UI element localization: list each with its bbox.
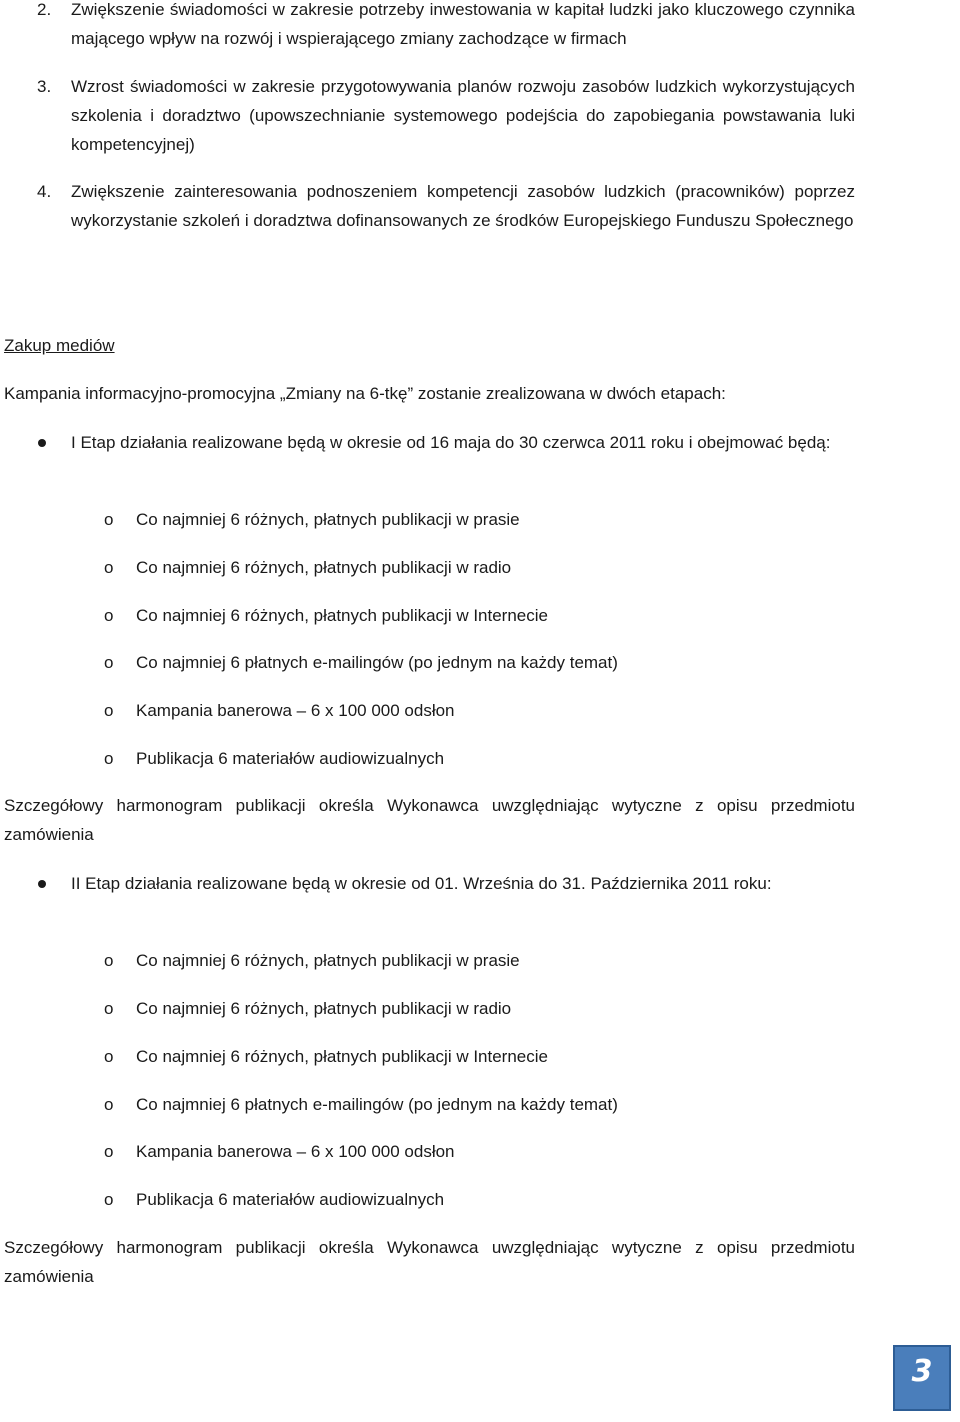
stage-2-item: o Co najmniej 6 różnych, płatnych publikacji w radio [104, 994, 511, 1023]
stage-1-bullet [38, 428, 855, 457]
list-number: 4. [37, 182, 52, 201]
list-item [37, 177, 855, 235]
stage-2-item: o Kampania banerowa – 6 x 100 000 odsłon [104, 1137, 455, 1166]
list-item [37, 72, 855, 159]
circle-bullet-icon: o [104, 606, 114, 625]
stage-1-note: Szczegółowy harmonogram publikacji określa Wykonawca uwzględniając wytyczne z opisu przedmiotu zamówienia [4, 796, 855, 844]
stage-1-item: o Co najmniej 6 różnych, płatnych publikacji w radio [104, 553, 511, 582]
circle-bullet-icon: o [104, 1047, 114, 1066]
list-item-text: Zwiększenie zainteresowania podnoszeniem kompetencji zasobów ludzkich (pracowników) poprzez wykorzystanie szkoleń i doradztwa dofinansowanych ze środków Europejskiego Funduszu Społecznego [71, 182, 855, 230]
stage-2-note: Szczegółowy harmonogram publikacji określa Wykonawca uwzględniając wytyczne z opisu przedmiotu zamówienia [4, 1238, 855, 1286]
page-number: 3 [893, 1345, 951, 1411]
intro-paragraph: Kampania informacyjno-promocyjna „Zmiany na 6-tkę” zostanie zrealizowana w dwóch etapach: [4, 384, 726, 403]
list-item-text: Wzrost świadomości w zakresie przygotowywania planów rozwoju zasobów ludzkich wykorzystujących szkolenia i doradztwo (upowszechnianie systemowego podejścia do zapobiegania powstawania luki kompetencyjnej) [71, 77, 855, 154]
circle-bullet-icon: o [104, 653, 114, 672]
bullet-icon [38, 880, 46, 888]
stage-2-bullet [38, 869, 855, 898]
circle-bullet-icon: o [104, 749, 114, 768]
stage-2-item: o Co najmniej 6 różnych, płatnych publikacji w Internecie [104, 1042, 548, 1071]
circle-bullet-icon: o [104, 951, 114, 970]
circle-bullet-icon: o [104, 1142, 114, 1161]
stage-2-text: II Etap działania realizowane będą w okresie od 01. Września do 31. Października 2011 roku: [71, 874, 772, 893]
stage-2-item: o Co najmniej 6 płatnych e-mailingów (po jednym na każdy temat) [104, 1090, 618, 1119]
circle-bullet-icon: o [104, 1190, 114, 1209]
stage-1-text: I Etap działania realizowane będą w okresie od 16 maja do 30 czerwca 2011 roku i obejmować będą: [71, 433, 831, 452]
stage-1-item: o Co najmniej 6 różnych, płatnych publikacji w Internecie [104, 601, 548, 630]
stage-1-item: o Co najmniej 6 różnych, płatnych publikacji w prasie [104, 505, 520, 534]
section-heading: Zakup mediów [4, 336, 115, 355]
circle-bullet-icon: o [104, 1095, 114, 1114]
list-item [37, 0, 855, 53]
stage-2-item: o Publikacja 6 materiałów audiowizualnych [104, 1185, 444, 1214]
circle-bullet-icon: o [104, 701, 114, 720]
list-number: 2. [37, 0, 52, 19]
circle-bullet-icon: o [104, 999, 114, 1018]
stage-1-item: o Kampania banerowa – 6 x 100 000 odsłon [104, 696, 455, 725]
stage-1-item: o Publikacja 6 materiałów audiowizualnych [104, 744, 444, 773]
circle-bullet-icon: o [104, 510, 114, 529]
bullet-icon [38, 439, 46, 447]
circle-bullet-icon: o [104, 558, 114, 577]
list-number: 3. [37, 77, 52, 96]
stage-2-item: o Co najmniej 6 różnych, płatnych publikacji w prasie [104, 946, 520, 975]
list-item-text: Zwiększenie świadomości w zakresie potrzeby inwestowania w kapitał ludzki jako kluczowego czynnika mającego wpływ na rozwój i wspierającego zmiany zachodzące w firmach [71, 0, 855, 48]
stage-1-item: o Co najmniej 6 płatnych e-mailingów (po jednym na każdy temat) [104, 648, 618, 677]
